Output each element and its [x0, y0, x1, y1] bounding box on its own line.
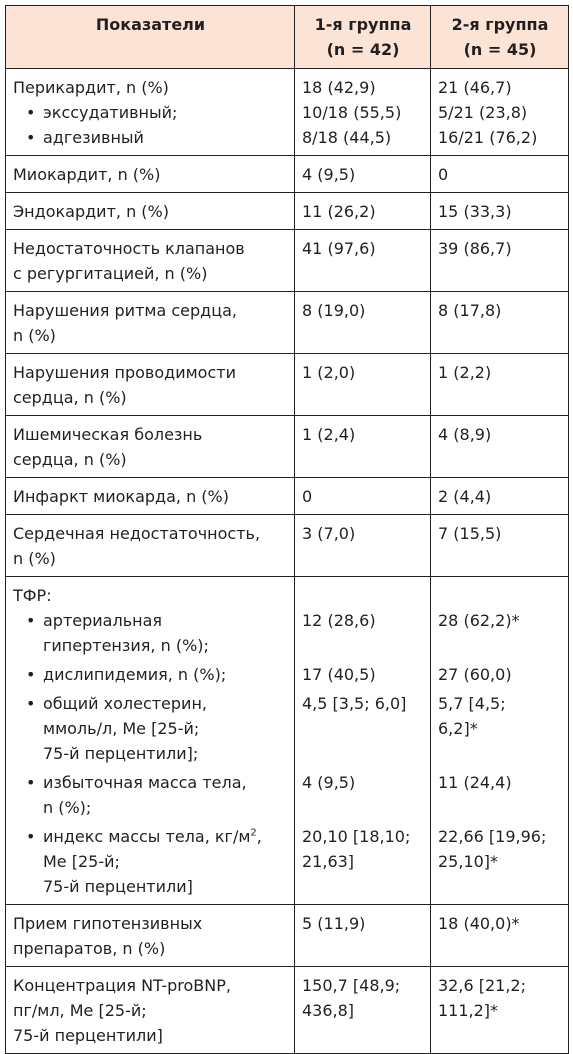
table-row: [6, 193, 569, 230]
row-label: Ишемическая болезнь сердца, n (%): [6, 416, 295, 478]
group-1-value: 4 (9,5): [295, 156, 431, 193]
table-row: [6, 416, 569, 478]
table-row: [6, 577, 569, 905]
table-header-row: [6, 6, 569, 69]
group-2-value: 0: [431, 156, 569, 193]
group-2-value: 4 (8,9): [431, 416, 569, 478]
group-1-value: 5 (11,9): [295, 905, 431, 967]
row-label: Концентрация NT-proBNP, пг/мл, Ме [25-й; 75-й перцентили]: [6, 967, 295, 1054]
table-container: [5, 5, 568, 1045]
table-row: [6, 967, 569, 1054]
table-row: [6, 905, 569, 967]
row-label: Недостаточность клапанов с регургитацией, n (%): [6, 230, 295, 292]
table-row: [6, 292, 569, 354]
group-2-value: 32,6 [21,2; 111,2]*: [431, 967, 569, 1054]
row-label: Перикардит, n (%) • экссудативный; • адгезивный: [6, 69, 295, 156]
group-2-value: 21 (46,7) 5/21 (23,8) 16/21 (76,2): [431, 69, 569, 156]
header-group-1: 1-я группа (n = 42): [295, 6, 431, 69]
comparison-table: [5, 5, 569, 1054]
group-1-value: 1 (2,4): [295, 416, 431, 478]
row-label: Эндокардит, n (%): [6, 193, 295, 230]
table-row: [6, 156, 569, 193]
group-2-value: 1 (2,2): [431, 354, 569, 416]
row-label: ТФР: • артериальная гипертензия, n (%); • дислипидемия, n (%); • общий холестерин, ммоль/л, Ме [25-й; 75-й перцентили]; • избыточная масса тела, n (%); • индекс массы тела, $кг/м^2$, Ме [25-й; 75-й перцентили]: [6, 577, 295, 905]
table-row: [6, 354, 569, 416]
group-1-value: 1 (2,0): [295, 354, 431, 416]
group-1-value: 0: [295, 478, 431, 515]
group-2-value: 39 (86,7): [431, 230, 569, 292]
group-2-value: 28 (62,2)* 27 (60,0) 5,7 [4,5; 6,2]* 11 (24,4) 22,66 [19,96; 25,10]*: [431, 577, 569, 905]
group-1-value: 3 (7,0): [295, 515, 431, 577]
row-label: Миокардит, n (%): [6, 156, 295, 193]
row-label: Нарушения ритма сердца, n (%): [6, 292, 295, 354]
group-2-value: 8 (17,8): [431, 292, 569, 354]
header-indicators: Показатели: [6, 6, 295, 69]
group-1-value: 41 (97,6): [295, 230, 431, 292]
group-1-value: 11 (26,2): [295, 193, 431, 230]
table-row: [6, 515, 569, 577]
table-row: [6, 69, 569, 156]
group-2-value: 15 (33,3): [431, 193, 569, 230]
group-1-value: 150,7 [48,9; 436,8]: [295, 967, 431, 1054]
group-2-value: 2 (4,4): [431, 478, 569, 515]
row-label: Прием гипотензивных препаратов, n (%): [6, 905, 295, 967]
group-1-value: 8 (19,0): [295, 292, 431, 354]
row-label: Нарушения проводимости сердца, n (%): [6, 354, 295, 416]
table-row: [6, 230, 569, 292]
row-label: Инфаркт миокарда, n (%): [6, 478, 295, 515]
row-label: Сердечная недостаточность, n (%): [6, 515, 295, 577]
group-2-value: 7 (15,5): [431, 515, 569, 577]
group-1-value: 12 (28,6) 17 (40,5) 4,5 [3,5; 6,0] 4 (9,5) 20,10 [18,10; 21,63]: [295, 577, 431, 905]
group-2-value: 18 (40,0)*: [431, 905, 569, 967]
table-row: [6, 478, 569, 515]
group-1-value: 18 (42,9) 10/18 (55,5) 8/18 (44,5): [295, 69, 431, 156]
header-group-2: 2-я группа (n = 45): [431, 6, 569, 69]
